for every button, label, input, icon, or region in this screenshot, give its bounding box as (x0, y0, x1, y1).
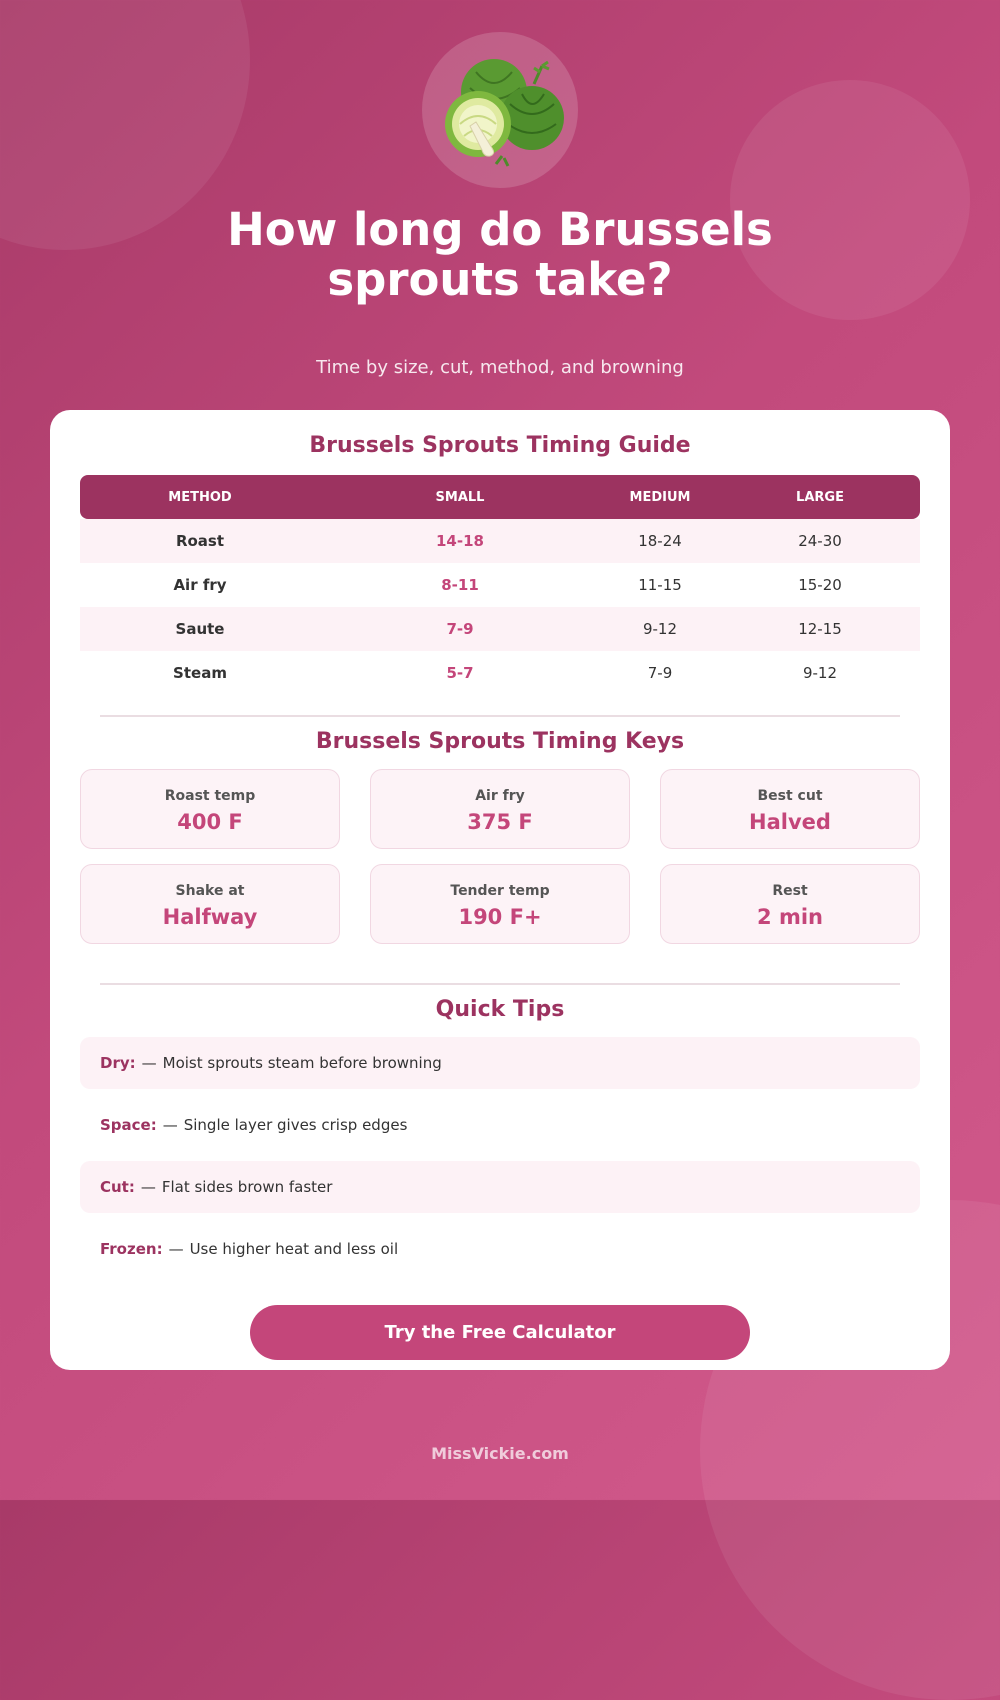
key-label: Tender temp (450, 883, 550, 899)
table-cell: 7-9 (647, 664, 673, 682)
tip-item (80, 1223, 920, 1275)
tip-text: Single layer gives crisp edges (183, 1116, 408, 1134)
table-cell: 11-15 (638, 576, 682, 594)
tip-label: Dry: (100, 1054, 136, 1072)
key-value: 190 F+ (458, 905, 542, 929)
table-row (80, 651, 920, 695)
column-header: SMALL (435, 489, 485, 505)
key-value: 2 min (757, 905, 823, 929)
timing-key-card (80, 769, 340, 849)
tip-separator: — (168, 1240, 184, 1258)
tip-item (80, 1099, 920, 1151)
page-subtitle: Time by size, cut, method, and browning (316, 357, 684, 378)
table-cell: Steam (173, 664, 227, 682)
timing-key-card (660, 864, 920, 944)
table-cell: 18-24 (638, 532, 682, 550)
table-cell: Roast (175, 532, 225, 550)
tip-separator: — (141, 1054, 157, 1072)
key-label: Roast temp (164, 788, 256, 804)
tip-separator: — (140, 1178, 156, 1196)
table-cell: 9-12 (802, 664, 838, 682)
table-cell: 8-11 (441, 576, 479, 594)
timing-table (80, 475, 920, 695)
tip-text: Flat sides brown faster (161, 1178, 333, 1196)
timing-key-card (660, 769, 920, 849)
table-cell: Saute (175, 620, 225, 638)
content-card (50, 410, 950, 1370)
tip-label: Cut: (100, 1178, 135, 1196)
table-cell: 14-18 (436, 532, 484, 550)
key-label: Shake at (175, 883, 245, 899)
tip-separator: — (162, 1116, 178, 1134)
key-label: Best cut (757, 788, 823, 804)
tip-item (80, 1161, 920, 1213)
column-header: LARGE (796, 489, 844, 505)
table-cell: 5-7 (446, 664, 474, 682)
table-cell: Air fry (173, 576, 227, 594)
tip-label: Space: (100, 1116, 157, 1134)
table-header-row (80, 475, 920, 519)
table-row (80, 519, 920, 563)
key-value: 400 F (177, 810, 243, 834)
key-label: Rest (772, 883, 808, 899)
tip-text: Use higher heat and less oil (189, 1240, 399, 1258)
table-row (80, 607, 920, 651)
key-label: Air fry (475, 788, 525, 804)
timing-keys-title: Brussels Sprouts Timing Keys (315, 729, 685, 754)
table-cell: 15-20 (798, 576, 842, 594)
tip-text: Moist sprouts steam before browning (162, 1054, 442, 1072)
timing-key-card (370, 864, 630, 944)
key-value: 375 F (467, 810, 533, 834)
page-title: How long do Brussels sprouts take? (227, 203, 773, 306)
timing-key-card (80, 864, 340, 944)
brussels-sprouts-icon (436, 54, 566, 169)
table-cell: 7-9 (446, 620, 474, 638)
table-cell: 9-12 (642, 620, 678, 638)
timing-guide-title: Brussels Sprouts Timing Guide (309, 433, 691, 458)
timing-key-card (370, 769, 630, 849)
footer-brand[interactable]: MissVickie.com (431, 1444, 569, 1463)
key-value: Halfway (162, 905, 258, 929)
table-row (80, 563, 920, 607)
tip-item (80, 1037, 920, 1089)
tip-label: Frozen: (100, 1240, 163, 1258)
section-divider (100, 983, 900, 985)
quick-tips-title: Quick Tips (435, 997, 565, 1022)
key-value: Halved (749, 810, 831, 834)
table-cell: 12-15 (798, 620, 842, 638)
hero-badge (422, 32, 578, 188)
table-cell: 24-30 (798, 532, 842, 550)
section-divider (100, 715, 900, 717)
column-header: MEDIUM (629, 489, 691, 505)
column-header: METHOD (168, 489, 232, 505)
free-calculator-button[interactable]: Try the Free Calculator (250, 1305, 750, 1360)
